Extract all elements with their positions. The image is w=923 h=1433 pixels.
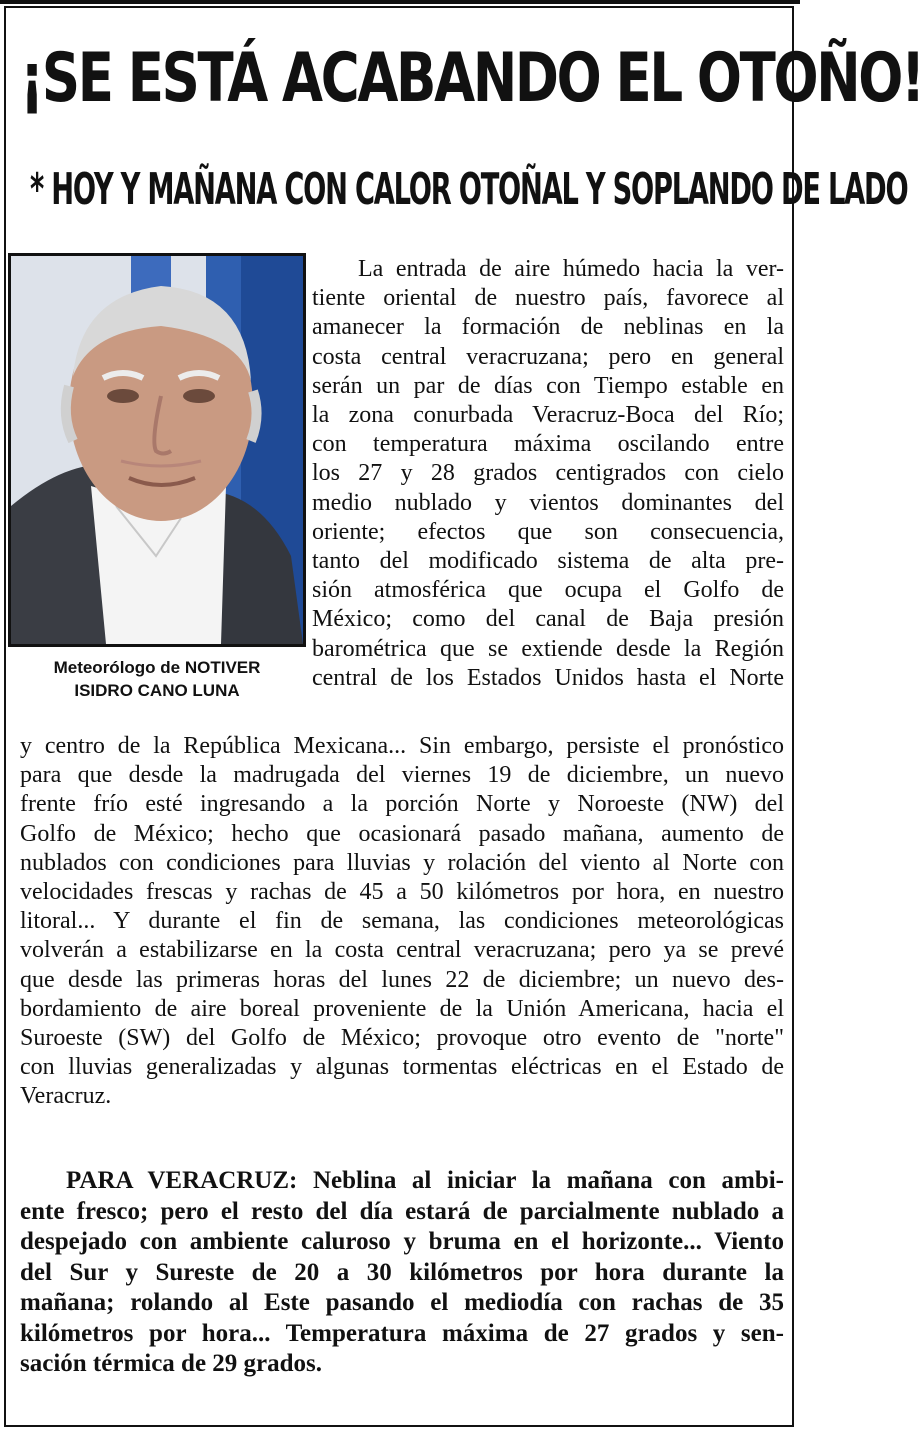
forecast-line: kilómetros por hora... Temperatura máxima de 27 grados y sen- (20, 1319, 784, 1347)
headline: ¡SE ESTÁ ACABANDO EL OTOÑO! (20, 39, 923, 118)
body-line: nublados con condiciones para lluvias y rolación del viento al Norte con (20, 849, 784, 876)
body-line: La entrada de aire húmedo hacia la ver- (358, 256, 784, 282)
forecast-line: mañana; rolando al Este pasando el mediodía con rachas de 35 (20, 1289, 784, 1316)
body-column-full (20, 732, 784, 1112)
body-line: central de los Estados Unidos hasta el Norte (312, 664, 784, 691)
body-line: tiente oriental de nuestro país, favorece al (312, 285, 784, 312)
forecast-line: sación térmica de 29 grados. (20, 1350, 323, 1377)
caption-role: Meteorólogo de NOTIVER (53, 658, 261, 677)
body-line: frente frío esté ingresando a la porción Norte y Noroeste (NW) del (20, 791, 784, 818)
body-line: que desde las primeras horas del lunes 22 de diciembre; un nuevo des- (20, 966, 784, 993)
body-line: tanto del modificado sistema de alta pre- (312, 548, 784, 575)
forecast-line: despejado con ambiente caluroso y bruma en el horizonte... Viento (20, 1228, 784, 1255)
body-line: Golfo de México; hecho que ocasionará pasado mañana, aumento de (20, 820, 784, 847)
body-line: oriente; efectos que son consecuencia, (312, 518, 784, 545)
body-line: amanecer la formación de neblinas en la (312, 314, 784, 341)
body-line: velocidades frescas y rachas de 45 a 50 kilómetros por hora, en nuestro (20, 879, 784, 906)
body-line: Veracruz. (20, 1083, 112, 1110)
forecast-veracruz (20, 1166, 784, 1380)
forecast-line: ente fresco; pero el resto del día estará de parcialmente nublado a (20, 1197, 784, 1225)
body-line: costa central veracruzana; pero en general (312, 343, 784, 370)
body-line: bordamiento de aire boreal proveniente de la Unión Americana, hacia el (20, 995, 784, 1022)
forecast-line: PARA VERACRUZ: Neblina al iniciar la mañana con ambi- (66, 1167, 784, 1194)
meteorologist-photo (8, 253, 306, 647)
body-line: Suroeste (SW) del Golfo de México; provoque otro evento de "norte" (20, 1025, 784, 1052)
body-line: con lluvias generalizadas y algunas tormentas eléctricas en el Estado de (20, 1054, 784, 1081)
subheadline: * HOY Y MAÑANA CON CALOR OTOÑAL Y SOPLANDO DE LADO (30, 164, 908, 215)
caption-name: ISIDRO CANO LUNA (74, 681, 240, 700)
body-line: serán un par de días con Tiempo estable en (312, 372, 784, 399)
body-line: para que desde la madrugada del viernes 19 de diciembre, un nuevo (20, 762, 784, 789)
photo-caption (8, 656, 306, 702)
body-column-right (312, 255, 784, 693)
body-line: los 27 y 28 grados centigrados con cielo (312, 460, 784, 487)
body-line: medio nublado y vientos dominantes del (312, 489, 784, 516)
body-line: México; como del canal de Baja presión (312, 606, 784, 633)
top-rule (0, 0, 800, 4)
forecast-line: del Sur y Sureste de 20 a 30 kilómetros por hora durante la (20, 1258, 784, 1286)
body-line: sión atmosférica que ocupa el Golfo de (312, 577, 784, 604)
body-line: y centro de la República Mexicana... Sin embargo, persiste el pronóstico (20, 733, 784, 759)
body-line: litoral... Y durante el fin de semana, las condiciones meteorológicas (20, 908, 784, 935)
body-line: volverán a estabilizarse en la costa central veracruzana; pero ya se prevé (20, 937, 784, 964)
body-line: con temperatura máxima oscilando entre (312, 431, 784, 458)
body-line: la zona conurbada Veracruz-Boca del Río; (312, 402, 784, 429)
body-line: barométrica que se extiende desde la Región (312, 635, 784, 662)
